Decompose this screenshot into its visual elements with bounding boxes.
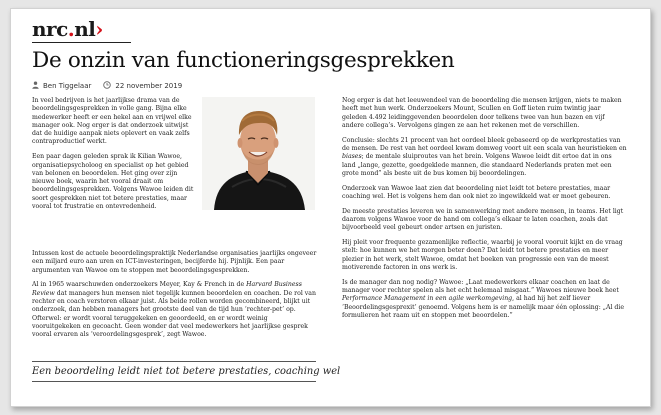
article-page [10,8,651,407]
text-run: ; de mentale sluiproutes van het brein. Volgens Wawoe leidt dit ertoe dat in ons land „lange, gezette, goedgeklede mannen, die standaard Nederlands praten met een grote mond” als beste uit de bus komen bij beoordelingen. [342,153,612,177]
left-column-bottom [32,250,317,346]
paragraph: Hij pleit voor frequente gezamenlijke reflectie, waarbij je vooral vooruit kijkt en de vraag stelt: hoe kunnen we het morgen beter doen? Dat leidt tot betere prestaties en meer plezier in het werk, stelt Wawoe, omdat het boeken van progressie een van de meest motiverende factoren in ons werk is. [342,239,623,272]
text-run: , al had hij het zelf liever ‘Beoordelingsgesprexit’ genoemd. Volgens hem is er namelijk maar één oplossing: „Al die formulieren het raam uit en stoppen met beoordelen.” [342,295,625,320]
logo-main: nrc [32,17,68,41]
paragraph [342,137,627,178]
right-column [342,97,627,327]
text-emphasis: Performance Management in een agile werkomgeving [342,295,513,303]
publish-date: 22 november 2019 [115,82,183,90]
pull-quote-top-rule [32,361,316,362]
text-run: Conclusie: slechts 21 procent van het oordeel bleek gebaseerd op de werkprestaties van de mensen. De rest van het oordeel kwam domweg voort uit een scala van heuristieken en [342,136,627,152]
text-emphasis: Harvard Business Review [32,281,302,297]
nrc-logo[interactable] [32,17,103,41]
paragraph [32,281,317,339]
paragraph: Onderzoek van Wawoe laat zien dat beoordeling niet leidt tot betere prestaties, maar coaching wel. Het is volgens hem dan ook niet zo ingewikkeld wat er moet gebeuren. [342,184,611,200]
article-meta [32,80,182,92]
pull-quote: Een beoordeling leidt niet tot betere prestaties, coaching wel [32,366,341,377]
logo-tld: nl [74,17,96,41]
pull-quote-bottom-rule [32,381,316,382]
text-emphasis: biases [342,153,362,161]
logo-suffix: › [95,17,103,41]
paragraph: Een paar dagen geleden sprak ik Kilian Wawoe, organisatiepsycholoog en specialist op het gebied van belonen en beoordelen. Het ging over zijn nieuwe boek, waarin het vooral draait om beoordelingsgesprekken. Volgens Wawoe leiden dit soort gesprekken niet tot betere prestaties, maar vooral tot frustratie en ontevredenheid. [32,153,194,211]
left-column-top [32,97,194,218]
text-run: Al in 1965 waarschuwden onderzoekers Meyer, Kay & French in de [32,281,247,289]
logo-dot: . [67,17,75,41]
paragraph: In veel bedrijven is het jaarlijkse drama van de beoordelingsgesprekken in volle gang. Bijna elke medewerker heeft er een hekel aan en vrijwel elke manager ook. Nog erger is dat onderzoek uitwijst dat de huidige aanpak niets oplevert en vaak zelfs contraproductief werkt. [32,97,192,146]
clock-icon [103,81,111,91]
text-run: Is de manager dan nog nodig? Wawoe: „Laat medewerkers elkaar coachen en laat de manager voor rechter spelen als het echt helemaal misgaat.” Wawoes nieuwe boek heet [342,278,619,295]
author-name[interactable]: Ben Tiggelaar [43,82,92,90]
logo-underline [32,42,131,43]
article-title: De onzin van functioneringsgesprekken [32,48,455,73]
user-icon [32,81,39,91]
text-run: dat managers hun mensen niet tegelijk kunnen beoordelen en coachen. De rol van rechter en coach verstoren elkaar juist. Als beide rollen worden gecombineerd, blijkt uit onderzoek, dan hebben managers het grootste deel van de tijd hun ‘rechter-pet’ op. Ofterwel: er wordt vooral teruggekeken en geoordeeld, en er wordt weinig vooruitgekeken en gecoacht. Geen wonder dat veel medewerkers het jaarlijkse gesprek vooral ervaren als ‘veroordelingsgesprek’, zegt Wawoe. [32,289,316,339]
paragraph: Nog erger is dat het leeuwendeel van de beoordeling die mensen krijgen, niets te maken heeft met hun werk. Onderzoekers Mount, Scullen en Goff lieten ruim twintig jaar geleden 4.492 leidinggevenden beoordelen door telkens twee van hun bazen en vijf andere collega’s. Vervolgens gingen ze aan het rekenen met de verschillen. [342,97,622,129]
author-portrait-photo [202,97,315,210]
paragraph: Intussen kost de actuele beoordelingspraktijk Nederlandse organisaties jaarlijks ongeveer een miljard euro aan uren en ICT-investeringen, becijferde hij. Pijnlijk. Een paar argumenten van Wawoe om te stoppen met beoordelingsgesprekken. [32,250,317,274]
paragraph: De meeste prestaties leveren we in samenwerking met andere mensen, in teams. Het ligt daarom volgens Wawoe voor de hand om collega’s elkaar te laten coachen, zoals dat bijvoorbeeld veel gebeurt onder artsen en juristen. [342,207,624,232]
paragraph [342,279,627,320]
